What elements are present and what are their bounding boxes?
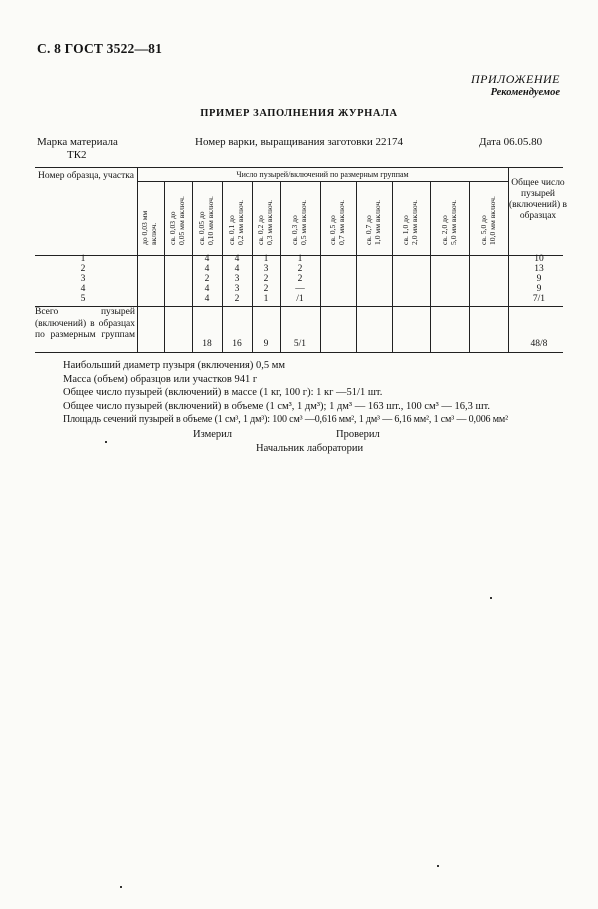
- totals-cell: 5/1: [293, 339, 307, 349]
- appendix-status: Рекомендуемое: [490, 87, 560, 98]
- size-group-header: св. 0,1 до 0,2 мм включ.: [227, 199, 245, 245]
- note-area-volume: Площадь сечений пузырей в объеме (1 см³, 1 дм³): 100 см³ —0,616 мм², 1 дм³ — 6,16 мм², 1 см³ — 0,006 мм²: [63, 414, 508, 425]
- signature-lab-head: Начальник лаборатории: [256, 443, 364, 454]
- material-label: Марка материала: [37, 136, 118, 148]
- table-cell: 3: [234, 284, 240, 294]
- size-group-header: св. 1,0 до 2,0 мм включ.: [401, 199, 419, 245]
- table-row-total: 13: [534, 264, 544, 274]
- table-row-sample: 5: [80, 294, 86, 304]
- table-row-total: 9: [536, 274, 542, 284]
- signature-measured: Измерил: [193, 429, 232, 440]
- size-group-header: св. 0,7 до 1,0 мм включ.: [364, 199, 382, 245]
- table-cell: 4: [234, 264, 240, 274]
- col-divider: [430, 181, 431, 352]
- signature-checked: Проверил: [336, 429, 380, 440]
- table-row-sample: 3: [80, 274, 86, 284]
- col-groups-header: Число пузырей/включений по размерным группам: [236, 170, 409, 179]
- table-cell: 1: [263, 254, 269, 264]
- table-cell: 1: [297, 254, 303, 264]
- size-group-header: до 0,03 мм включ.: [140, 210, 158, 245]
- table-cell: 4: [204, 254, 210, 264]
- col-divider: [356, 181, 357, 352]
- table-top-border: [35, 167, 563, 168]
- note-max-diameter: Наибольший диаметр пузыря (включения) 0,5 мм: [63, 360, 285, 371]
- table-cell: 2: [297, 264, 303, 274]
- size-group-header: св. 0,05 до 0,10 мм включ.: [197, 196, 215, 245]
- date-label: Дата 06.05.80: [479, 136, 543, 148]
- table-row-total: 7/1: [532, 294, 546, 304]
- totals-cell: 16: [232, 339, 242, 349]
- table-bottom-border: [35, 352, 563, 353]
- table-cell: /1: [296, 294, 304, 304]
- scan-speck: [490, 597, 492, 599]
- table-cell: 2: [263, 284, 269, 294]
- size-group-header: св. 0,2 до 0,3 мм включ.: [256, 199, 274, 245]
- table-cell: —: [295, 284, 305, 294]
- table-cell: 4: [204, 294, 210, 304]
- col-divider: [164, 181, 165, 352]
- note-mass: Масса (объем) образцов или участков 941 г: [63, 374, 258, 385]
- table-cell: 3: [234, 274, 240, 284]
- col-sample-header: Номер образца, участка: [38, 171, 134, 181]
- col-total-header: Общее число пузырей (включений) в образцах: [508, 178, 567, 221]
- table-row-total: 10: [534, 254, 544, 264]
- grand-total: 48/8: [530, 339, 548, 349]
- table-cell: 4: [204, 264, 210, 274]
- scan-speck: [120, 886, 122, 888]
- note-count-volume: Общее число пузырей (включений) в объеме (1 см³, 1 дм³); 1 дм³ — 163 шт., 100 см³ — 16,3 шт.: [63, 401, 491, 412]
- document-title: ПРИМЕР ЗАПОЛНЕНИЯ ЖУРНАЛА: [200, 108, 398, 119]
- col-divider: [392, 181, 393, 352]
- table-cell: 2: [204, 274, 210, 284]
- col-divider: [137, 167, 138, 352]
- table-cell: 4: [234, 254, 240, 264]
- table-cell: 1: [263, 294, 269, 304]
- scan-speck: [437, 865, 439, 867]
- table-row-sample: 1: [80, 254, 86, 264]
- totals-cell: 9: [263, 339, 269, 349]
- size-group-header: св. 0,5 до 0,7 мм включ.: [328, 199, 346, 245]
- appendix-label: ПРИЛОЖЕНИЕ: [471, 72, 560, 86]
- table-cell: 2: [297, 274, 303, 284]
- col-divider: [469, 181, 470, 352]
- page-header: С. 8 ГОСТ 3522—81: [37, 41, 163, 56]
- table-row-total: 9: [536, 284, 542, 294]
- col-divider: [320, 181, 321, 352]
- table-cell: 3: [263, 264, 269, 274]
- totals-cell: 18: [202, 339, 212, 349]
- melt-number-label: Номер варки, выращивания заготовки 22174: [195, 136, 403, 148]
- material-value: ТК2: [67, 149, 87, 161]
- note-count-mass: Общее число пузырей (включений) в массе (1 кг, 100 г): 1 кг —51/1 шт.: [63, 387, 383, 398]
- size-group-header: св. 0,3 до 0,5 мм включ.: [290, 199, 308, 245]
- size-group-header: св. 5,0 до 10,0 мм включ.: [479, 196, 497, 245]
- table-cell: 4: [204, 284, 210, 294]
- scan-speck: [105, 441, 107, 443]
- table-cell: 2: [234, 294, 240, 304]
- size-group-header: св. 2,0 до 5,0 мм включ.: [440, 199, 458, 245]
- size-group-header: св. 0,03 до 0,05 мм включ.: [168, 196, 186, 245]
- table-row-sample: 4: [80, 284, 86, 294]
- table-cell: 2: [263, 274, 269, 284]
- totals-label: Всего пузырей (включений) в образцах по размерным группам: [35, 307, 135, 340]
- table-row-sample: 2: [80, 264, 86, 274]
